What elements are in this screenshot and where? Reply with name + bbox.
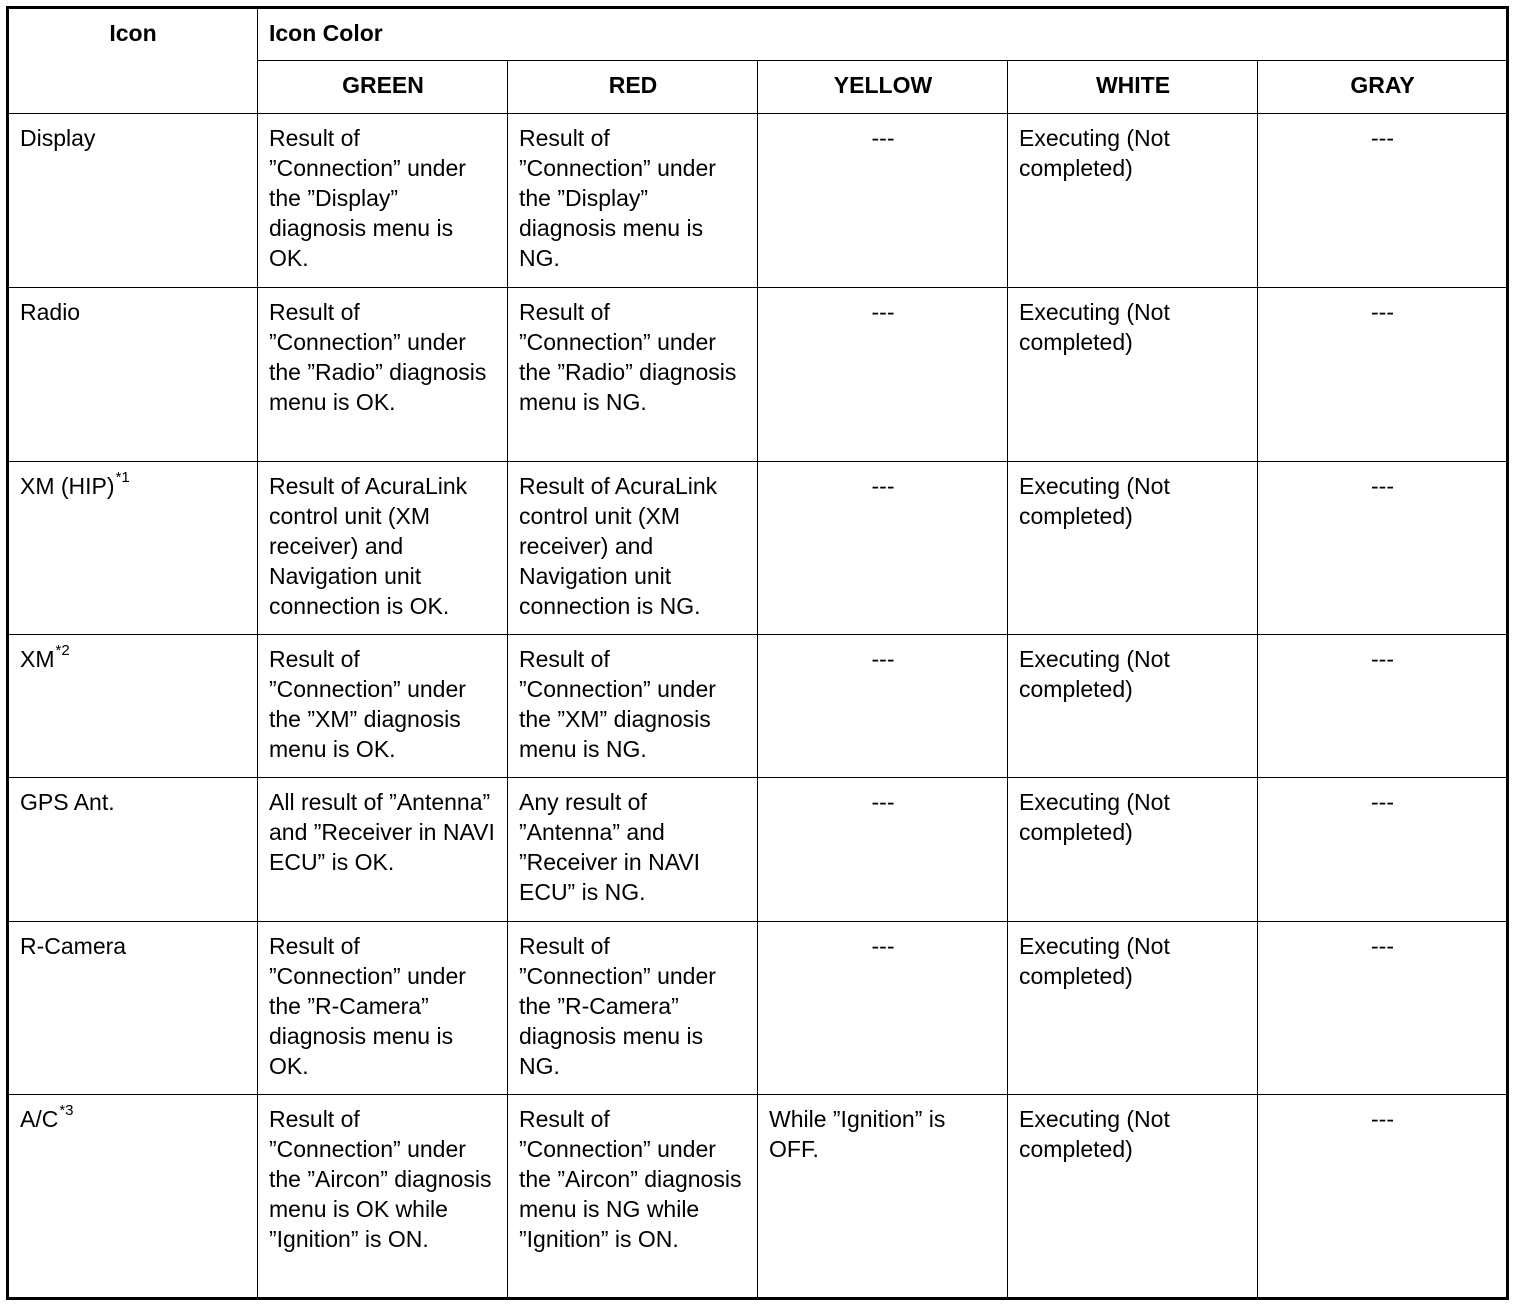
row-icon-label xyxy=(8,1095,258,1299)
cell-red: Result of ”Connection” under the ”R-Camera” diagnosis menu is NG. xyxy=(508,922,758,1095)
cell-yellow: --- xyxy=(758,462,1008,635)
cell-gray: --- xyxy=(1258,288,1508,462)
icon-color-table xyxy=(6,6,1509,1300)
icon-name: XM xyxy=(20,646,55,672)
header-color-white: WHITE xyxy=(1008,61,1258,114)
footnote-marker: *3 xyxy=(59,1102,74,1120)
row-icon-label xyxy=(8,635,258,778)
cell-white: Executing (Not completed) xyxy=(1008,462,1258,635)
header-color-green: GREEN xyxy=(258,61,508,114)
icon-name: GPS Ant. xyxy=(20,789,115,815)
footnote-marker: *1 xyxy=(115,469,130,487)
cell-green: Result of ”Connection” under the ”R-Camera” diagnosis menu is OK. xyxy=(258,922,508,1095)
cell-white: Executing (Not completed) xyxy=(1008,288,1258,462)
cell-gray: --- xyxy=(1258,635,1508,778)
cell-green: Result of ”Connection” under the ”Radio” diagnosis menu is OK. xyxy=(258,288,508,462)
header-color-gray: GRAY xyxy=(1258,61,1508,114)
cell-green: Result of AcuraLink control unit (XM receiver) and Navigation unit connection is OK. xyxy=(258,462,508,635)
cell-yellow: --- xyxy=(758,114,1008,288)
cell-yellow: --- xyxy=(758,922,1008,1095)
icon-name: XM (HIP) xyxy=(20,473,115,499)
cell-white: Executing (Not completed) xyxy=(1008,114,1258,288)
table-body xyxy=(8,114,1508,1299)
cell-gray: --- xyxy=(1258,922,1508,1095)
cell-yellow: While ”Ignition” is OFF. xyxy=(758,1095,1008,1299)
cell-gray: --- xyxy=(1258,778,1508,922)
table-row xyxy=(8,635,1508,778)
footnote-marker: *2 xyxy=(55,642,70,660)
cell-yellow: --- xyxy=(758,778,1008,922)
cell-red: Any result of ”Antenna” and ”Receiver in NAVI ECU” is NG. xyxy=(508,778,758,922)
header-row-top xyxy=(8,8,1508,61)
cell-white: Executing (Not completed) xyxy=(1008,778,1258,922)
row-icon-label xyxy=(8,778,258,922)
cell-gray: --- xyxy=(1258,462,1508,635)
table-header xyxy=(8,8,1508,114)
header-icon-color: Icon Color xyxy=(258,8,1508,61)
cell-gray: --- xyxy=(1258,114,1508,288)
cell-white: Executing (Not completed) xyxy=(1008,922,1258,1095)
cell-red: Result of ”Connection” under the ”Aircon” diagnosis menu is NG while ”Ignition” is ON. xyxy=(508,1095,758,1299)
cell-yellow: --- xyxy=(758,288,1008,462)
cell-white: Executing (Not completed) xyxy=(1008,635,1258,778)
table-row xyxy=(8,1095,1508,1299)
icon-name: A/C xyxy=(20,1106,59,1132)
cell-red: Result of AcuraLink control unit (XM receiver) and Navigation unit connection is NG. xyxy=(508,462,758,635)
header-icon: Icon xyxy=(8,8,258,114)
icon-name: Display xyxy=(20,125,96,151)
cell-green: Result of ”Connection” under the ”Display” diagnosis menu is OK. xyxy=(258,114,508,288)
header-color-yellow: YELLOW xyxy=(758,61,1008,114)
row-icon-label xyxy=(8,288,258,462)
cell-white: Executing (Not completed) xyxy=(1008,1095,1258,1299)
header-color-red: RED xyxy=(508,61,758,114)
icon-name: Radio xyxy=(20,299,81,325)
table-row xyxy=(8,462,1508,635)
row-icon-label xyxy=(8,922,258,1095)
cell-red: Result of ”Connection” under the ”Radio” diagnosis menu is NG. xyxy=(508,288,758,462)
table-row xyxy=(8,288,1508,462)
table-row xyxy=(8,778,1508,922)
icon-name: R-Camera xyxy=(20,933,127,959)
cell-yellow: --- xyxy=(758,635,1008,778)
cell-green: Result of ”Connection” under the ”XM” diagnosis menu is OK. xyxy=(258,635,508,778)
row-icon-label xyxy=(8,462,258,635)
cell-green: All result of ”Antenna” and ”Receiver in NAVI ECU” is OK. xyxy=(258,778,508,922)
row-icon-label xyxy=(8,114,258,288)
cell-gray: --- xyxy=(1258,1095,1508,1299)
cell-green: Result of ”Connection” under the ”Aircon” diagnosis menu is OK while ”Ignition” is ON. xyxy=(258,1095,508,1299)
table-row xyxy=(8,114,1508,288)
table-row xyxy=(8,922,1508,1095)
cell-red: Result of ”Connection” under the ”Display” diagnosis menu is NG. xyxy=(508,114,758,288)
cell-red: Result of ”Connection” under the ”XM” diagnosis menu is NG. xyxy=(508,635,758,778)
